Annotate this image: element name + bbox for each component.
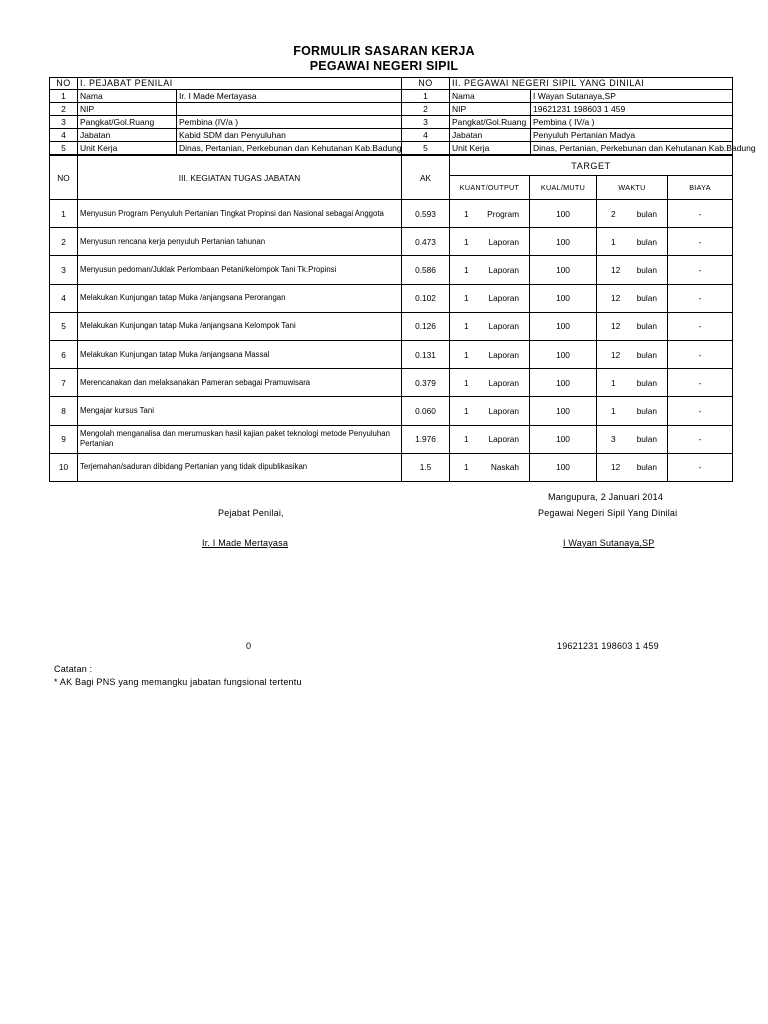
- activity-quality: 100: [530, 228, 597, 256]
- section2-row-label: Pangkat/Gol.Ruang: [450, 116, 531, 129]
- activity-cost: -: [668, 340, 733, 368]
- activity-row: [50, 284, 733, 312]
- activity-cost: -: [668, 200, 733, 228]
- activity-output: [450, 312, 530, 340]
- activity-ak: 0.131: [402, 340, 450, 368]
- activity-quality: 100: [530, 256, 597, 284]
- activity-ak: 0.379: [402, 369, 450, 397]
- activity-row: [50, 453, 733, 481]
- activity-output: [450, 369, 530, 397]
- section2-row-no: 5: [402, 142, 450, 155]
- activity-task: Menyusun Program Penyuluh Pertanian Tingkat Propinsi dan Nasional sebagai Anggota: [78, 200, 402, 228]
- time-value: 3: [611, 434, 616, 445]
- employee-nip: 19621231 198603 1 459: [557, 641, 659, 651]
- section1-row-label: Nama: [78, 90, 177, 103]
- activity-task: Melakukan Kunjungan tatap Muka /anjangsana Perorangan: [78, 284, 402, 312]
- activity-ak: 0.102: [402, 284, 450, 312]
- section1-row-label: Jabatan: [78, 129, 177, 142]
- section2-row-value: I Wayan Sutanaya,SP: [531, 90, 733, 103]
- time-unit: bulan: [636, 293, 657, 304]
- section1-row-no: 4: [50, 129, 78, 142]
- activity-no: 10: [50, 453, 78, 481]
- activity-row: [50, 200, 733, 228]
- activity-quality: 100: [530, 312, 597, 340]
- activity-no: 9: [50, 425, 78, 453]
- activity-output: [450, 228, 530, 256]
- section1-row-no: 1: [50, 90, 78, 103]
- section2-row-label: Jabatan: [450, 129, 531, 142]
- time-unit: bulan: [636, 264, 657, 275]
- activity-row: [50, 312, 733, 340]
- output-quantity: 1: [464, 208, 469, 219]
- activity-output: [450, 256, 530, 284]
- activity-ak: 0.593: [402, 200, 450, 228]
- activity-task: Melakukan Kunjungan tatap Muka /anjangsana Massal: [78, 340, 402, 368]
- activity-cost: -: [668, 453, 733, 481]
- activity-task: Menyusun pedoman/Juklak Perlombaan Petani/kelompok Tani Tk.Propinsi: [78, 256, 402, 284]
- activities-no-header: NO: [50, 156, 78, 200]
- identity-row: [50, 103, 733, 116]
- activity-ak: 0.060: [402, 397, 450, 425]
- section1-row-label: Unit Kerja: [78, 142, 177, 155]
- activity-output: [450, 284, 530, 312]
- section1-row-label: NIP: [78, 103, 177, 116]
- time-value: 12: [611, 349, 621, 360]
- output-unit: Naskah: [490, 462, 519, 473]
- section2-row-label: NIP: [450, 103, 531, 116]
- activity-time: [597, 425, 668, 453]
- activity-task: Terjemahan/saduran dibidang Pertanian yang tidak dipublikasikan: [78, 453, 402, 481]
- activity-time: [597, 256, 668, 284]
- section1-row-no: 3: [50, 116, 78, 129]
- section2-row-no: 2: [402, 103, 450, 116]
- time-unit: bulan: [636, 405, 657, 416]
- output-unit: Laporan: [488, 349, 519, 360]
- activity-row: [50, 425, 733, 453]
- time-value: 12: [611, 462, 621, 473]
- form-title: FORMULIR SASARAN KERJA: [293, 44, 475, 58]
- section2-row-value: Pembina ( IV/a ): [531, 116, 733, 129]
- activity-time: [597, 369, 668, 397]
- section1-no-header: NO: [50, 78, 78, 90]
- activity-row: [50, 369, 733, 397]
- activity-ak: 0.586: [402, 256, 450, 284]
- output-unit: Program: [487, 208, 519, 219]
- output-unit: Laporan: [488, 236, 519, 247]
- activity-task: Mengolah menganalisa dan merumuskan hasil kajian paket teknologi metode Penyuluhan Pertanian: [78, 425, 402, 453]
- section1-row-value: Kabid SDM dan Penyuluhan: [177, 129, 402, 142]
- activity-no: 2: [50, 228, 78, 256]
- activity-quality: 100: [530, 397, 597, 425]
- activity-no: 5: [50, 312, 78, 340]
- activity-no: 3: [50, 256, 78, 284]
- activity-output: [450, 425, 530, 453]
- activity-row: [50, 397, 733, 425]
- section2-row-label: Nama: [450, 90, 531, 103]
- activity-cost: -: [668, 397, 733, 425]
- activity-quality: 100: [530, 340, 597, 368]
- identity-row: [50, 142, 733, 155]
- time-value: 12: [611, 293, 621, 304]
- evaluator-name: Ir. I Made Mertayasa: [202, 538, 289, 548]
- activity-time: [597, 312, 668, 340]
- kuant-output-header: KUANT/OUTPUT: [450, 176, 530, 200]
- activity-no: 1: [50, 200, 78, 228]
- biaya-header: BIAYA: [668, 176, 733, 200]
- output-quantity: 1: [464, 349, 469, 360]
- activity-cost: -: [668, 256, 733, 284]
- activity-row: [50, 256, 733, 284]
- section1-row-no: 2: [50, 103, 78, 116]
- section1-heading: I. PEJABAT PENILAI: [78, 78, 402, 90]
- identity-row: [50, 116, 733, 129]
- activity-output: [450, 397, 530, 425]
- activity-time: [597, 228, 668, 256]
- activity-no: 6: [50, 340, 78, 368]
- time-unit: bulan: [636, 462, 657, 473]
- activity-time: [597, 284, 668, 312]
- activity-task: Merencanakan dan melaksanakan Pameran sebagai Pramuwisara: [78, 369, 402, 397]
- output-quantity: 1: [464, 236, 469, 247]
- activity-output: [450, 200, 530, 228]
- time-value: 1: [611, 405, 616, 416]
- activity-ak: 1.976: [402, 425, 450, 453]
- notes-label: Catatan :: [54, 664, 93, 674]
- section1-row-value: Dinas, Pertanian, Perkebunan dan Kehutanan Kab.Badung: [177, 142, 402, 155]
- activity-output: [450, 340, 530, 368]
- evaluator-nip: 0: [246, 641, 252, 651]
- section1-row-label: Pangkat/Gol.Ruang: [78, 116, 177, 129]
- activity-no: 8: [50, 397, 78, 425]
- output-unit: Laporan: [488, 321, 519, 332]
- output-quantity: 1: [464, 293, 469, 304]
- section2-row-no: 1: [402, 90, 450, 103]
- section2-no-header: NO: [402, 78, 450, 90]
- output-unit: Laporan: [488, 405, 519, 416]
- output-unit: Laporan: [488, 264, 519, 275]
- time-value: 12: [611, 321, 621, 332]
- activity-ak: 0.126: [402, 312, 450, 340]
- activities-table: [49, 155, 733, 482]
- time-value: 1: [611, 236, 616, 247]
- activities-task-header: III. KEGIATAN TUGAS JABATAN: [78, 156, 402, 200]
- waktu-header: WAKTU: [597, 176, 668, 200]
- activity-quality: 100: [530, 453, 597, 481]
- section2-heading: II. PEGAWAI NEGERI SIPIL YANG DINILAI: [450, 78, 733, 90]
- section2-row-value: Dinas, Pertanian, Perkebunan dan Kehutanan Kab.Badung: [531, 142, 733, 155]
- activity-row: [50, 340, 733, 368]
- section2-row-no: 3: [402, 116, 450, 129]
- time-unit: bulan: [636, 377, 657, 388]
- notes-text: * AK Bagi PNS yang memangku jabatan fungsional tertentu: [54, 677, 302, 687]
- section2-row-value: 19621231 198603 1 459: [531, 103, 733, 116]
- activity-time: [597, 340, 668, 368]
- evaluator-role: Pejabat Penilai,: [218, 508, 284, 518]
- output-quantity: 1: [464, 321, 469, 332]
- activity-cost: -: [668, 228, 733, 256]
- employee-name: I Wayan Sutanaya,SP: [563, 538, 655, 548]
- activity-no: 4: [50, 284, 78, 312]
- activity-cost: -: [668, 312, 733, 340]
- employee-role: Pegawai Negeri Sipil Yang Dinilai: [538, 508, 678, 518]
- activity-row: [50, 228, 733, 256]
- section1-row-no: 5: [50, 142, 78, 155]
- output-quantity: 1: [464, 377, 469, 388]
- output-quantity: 1: [464, 462, 469, 473]
- output-unit: Laporan: [488, 293, 519, 304]
- output-quantity: 1: [464, 405, 469, 416]
- section1-row-value: [177, 103, 402, 116]
- activity-ak: 1.5: [402, 453, 450, 481]
- time-value: 1: [611, 377, 616, 388]
- section1-row-value: Pembina (IV/a ): [177, 116, 402, 129]
- activity-task: Menyusun rencana kerja penyuluh Pertanian tahunan: [78, 228, 402, 256]
- output-quantity: 1: [464, 264, 469, 275]
- activity-cost: -: [668, 425, 733, 453]
- activity-no: 7: [50, 369, 78, 397]
- target-header: TARGET: [450, 156, 733, 176]
- time-unit: bulan: [636, 236, 657, 247]
- time-unit: bulan: [636, 349, 657, 360]
- identity-table: [49, 77, 756, 155]
- place-date: Mangupura, 2 Januari 2014: [548, 492, 664, 502]
- section1-row-value: Ir. I Made Mertayasa: [177, 90, 402, 103]
- form-subtitle: PEGAWAI NEGERI SIPIL: [309, 59, 459, 73]
- activity-cost: -: [668, 284, 733, 312]
- activity-task: Melakukan Kunjungan tatap Muka /anjangsana Kelompok Tani: [78, 312, 402, 340]
- time-unit: bulan: [636, 208, 657, 219]
- time-unit: bulan: [636, 434, 657, 445]
- activities-ak-header: AK: [402, 156, 450, 200]
- kual-mutu-header: KUAL/MUTU: [530, 176, 597, 200]
- activity-quality: 100: [530, 369, 597, 397]
- time-value: 12: [611, 264, 621, 275]
- section2-row-no: 4: [402, 129, 450, 142]
- output-unit: Laporan: [488, 434, 519, 445]
- output-quantity: 1: [464, 434, 469, 445]
- identity-row: [50, 90, 733, 103]
- activity-output: [450, 453, 530, 481]
- section2-row-value: Penyuluh Pertanian Madya: [531, 129, 733, 142]
- activity-time: [597, 397, 668, 425]
- activity-quality: 100: [530, 284, 597, 312]
- activity-cost: -: [668, 369, 733, 397]
- activity-task: Mengajar kursus Tani: [78, 397, 402, 425]
- time-unit: bulan: [636, 321, 657, 332]
- identity-row: [50, 129, 733, 142]
- activity-quality: 100: [530, 425, 597, 453]
- time-value: 2: [611, 208, 616, 219]
- activity-time: [597, 200, 668, 228]
- activity-time: [597, 453, 668, 481]
- output-unit: Laporan: [488, 377, 519, 388]
- section2-row-label: Unit Kerja: [450, 142, 531, 155]
- activity-ak: 0.473: [402, 228, 450, 256]
- activity-quality: 100: [530, 200, 597, 228]
